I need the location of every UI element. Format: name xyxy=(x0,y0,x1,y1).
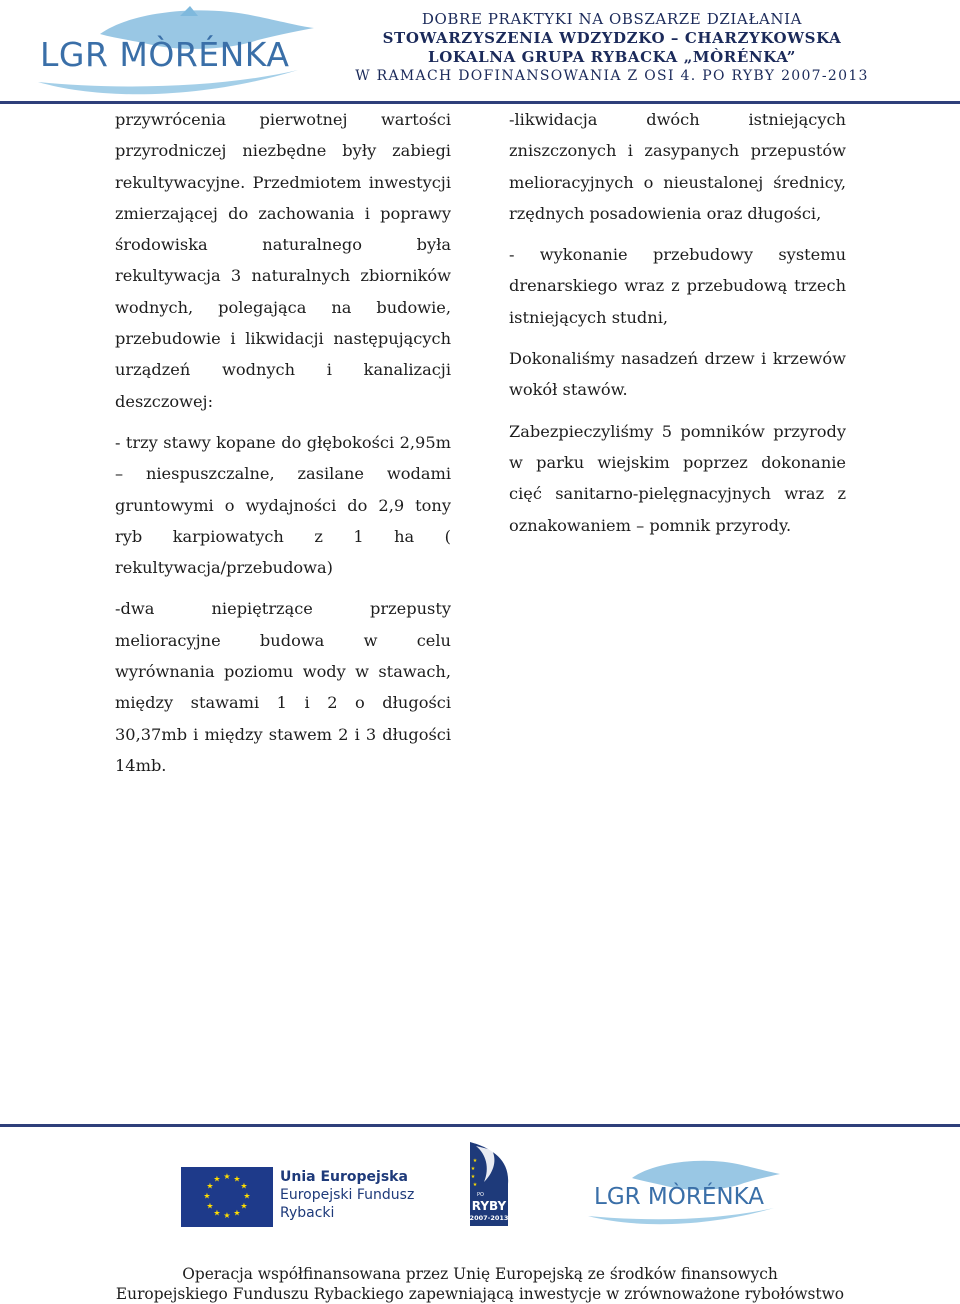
eu-line-3: Rybacki xyxy=(280,1205,335,1221)
ryby-po-label: PO xyxy=(477,1192,484,1198)
svg-text:★: ★ xyxy=(240,1181,248,1191)
footer-lgr-morenka-logo xyxy=(584,1156,784,1228)
eu-line-1: Unia Europejska xyxy=(280,1169,408,1185)
header-line-4: W RAMACH DOFINANSOWANIA Z OSI 4. PO RYBY 2007-2013 xyxy=(355,68,869,84)
svg-text:★: ★ xyxy=(223,1172,231,1181)
eu-fund-text xyxy=(280,1168,414,1222)
lgr-morenka-logo xyxy=(30,4,320,98)
header-title-block xyxy=(312,10,912,86)
left-paragraph-3: -dwa niepiętrzące przepusty melioracyjne budowa w celu wyrównania poziomu wody w stawach, między stawami 1 i 2 o długości 30,37mb i między stawem 2 i 3 długości 14mb. xyxy=(115,599,451,775)
header-logo-text: LGR MÒRÉNKA xyxy=(40,35,290,74)
right-paragraph-1: -likwidacja dwóch istniejących zniszczonych i zasypanych przepustów melioracyjnych o nieustalonej średnicy, rzędnych posadowienia oraz długości, xyxy=(509,110,846,223)
left-paragraph-1: przywrócenia pierwotnej wartości przyrodniczej niezbędne były zabiegi rekultywacyjne. Przedmiotem inwestycji zmierzającej do zachowania i poprawy środowiska naturalnego była rekultywacja 3 naturalnych zbiorników wodnych, polegająca na budowie, przebudowie i likwidacji następujących urządzeń wodnych i kanalizacji deszczowej: xyxy=(115,110,451,411)
svg-text:★: ★ xyxy=(233,1208,241,1218)
svg-text:★: ★ xyxy=(213,1174,221,1184)
page-header xyxy=(0,0,960,104)
svg-text:★: ★ xyxy=(206,1181,214,1191)
right-paragraph-3: Dokonaliśmy nasadzeń drzew i krzewów wokół stawów. xyxy=(509,349,846,400)
header-line-3: LOKALNA GRUPA RYBACKA „MÒRÉNKA” xyxy=(428,48,796,66)
svg-text:★: ★ xyxy=(240,1201,248,1211)
svg-text:★: ★ xyxy=(243,1191,251,1201)
svg-text:★: ★ xyxy=(213,1208,221,1218)
footer-line-2: Europejskiego Funduszu Rybackiego zapewniającą inwestycje w zrównoważone rybołówstwo xyxy=(115,1285,845,1303)
svg-text:★: ★ xyxy=(223,1211,231,1220)
eu-flag-icon xyxy=(181,1167,273,1227)
header-line-1: DOBRE PRAKTYKI NA OBSZARZE DZIAŁANIA xyxy=(421,10,803,28)
svg-text:★: ★ xyxy=(233,1174,241,1184)
ryby-label: RYBY xyxy=(471,1199,507,1213)
left-column xyxy=(115,104,451,781)
svg-text:★: ★ xyxy=(470,1174,476,1180)
svg-text:★: ★ xyxy=(472,1158,478,1164)
svg-text:★: ★ xyxy=(470,1166,476,1172)
svg-text:★: ★ xyxy=(206,1201,214,1211)
svg-text:★: ★ xyxy=(203,1191,211,1201)
right-paragraph-2: - wykonanie przebudowy systemu drenarskiego wraz z przebudową trzech istniejących studni, xyxy=(509,245,846,327)
footer-cofinancing-text xyxy=(0,1264,960,1304)
ryby-years: 2007-2013 xyxy=(469,1214,509,1222)
right-paragraph-4: Zabezpieczyliśmy 5 pomników przyrody w parku wiejskim poprzez dokonanie cięć sanitarno-pielęgnacyjnych wraz z oznakowaniem – pomnik przyrody. xyxy=(509,421,846,535)
header-line-2: STOWARZYSZENIA WDZYDZKO – CHARZYKOWSKA xyxy=(382,29,842,47)
svg-text:★: ★ xyxy=(472,1182,478,1188)
po-ryby-logo xyxy=(462,1138,516,1228)
footer-logo-text: LGR MÒRÉNKA xyxy=(594,1184,765,1210)
eu-line-2: Europejski Fundusz xyxy=(280,1187,415,1203)
left-paragraph-2: - trzy stawy kopane do głębokości 2,95m – niespuszczalne, zasilane wodami gruntowymi o wydajności do 2,9 tony ryb karpiowatych z 1 ha ( rekultywacja/przebudowa) xyxy=(115,432,451,578)
footer-line-1: Operacja współfinansowana przez Unię Europejską ze środków finansowych xyxy=(182,1265,778,1283)
footer-divider xyxy=(0,1124,960,1127)
right-column xyxy=(509,104,846,541)
